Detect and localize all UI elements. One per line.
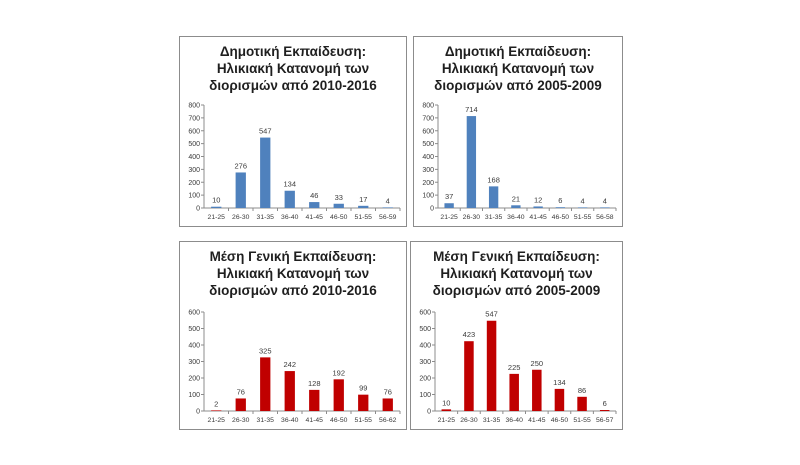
y-tick-label: 300	[419, 359, 431, 366]
chart-title-line-2: Ηλικιακή Κατανομή των	[216, 61, 370, 76]
bar	[260, 357, 270, 411]
x-tick-label: 31-35	[482, 417, 501, 424]
chart-title	[411, 248, 622, 299]
y-tick-label: 300	[422, 166, 434, 174]
x-tick-label: 21-25	[207, 214, 225, 221]
y-tick-label: 600	[422, 128, 434, 136]
data-label: 6	[558, 196, 563, 206]
y-tick-label: 500	[188, 141, 200, 149]
x-tick-label: 41-45	[305, 417, 323, 424]
data-label: 134	[553, 377, 566, 387]
chart-title-line-2: Ηλικιακή Κατανομή των	[216, 266, 370, 281]
bar	[358, 395, 368, 411]
bar	[444, 203, 453, 208]
bar	[555, 389, 565, 411]
data-label: 250	[530, 358, 544, 368]
chart-title-line-1: Δημοτική Εκπαίδευση:	[219, 44, 367, 59]
x-tick-label: 56-59	[379, 214, 397, 221]
x-tick-label: 46-50	[330, 417, 348, 424]
data-label: 10	[212, 195, 221, 205]
x-tick-label: 36-40	[505, 417, 523, 424]
x-tick-label: 56-57	[595, 417, 614, 424]
bar	[211, 410, 221, 411]
x-tick-label: 36-40	[281, 417, 299, 424]
data-label: 17	[359, 194, 368, 204]
bar	[309, 390, 319, 411]
chart-title	[180, 43, 406, 94]
bar	[358, 206, 368, 208]
chart-panel-secondary-2005-2009	[410, 241, 623, 430]
y-tick-label: 500	[422, 141, 434, 149]
y-tick-label: 200	[422, 179, 434, 187]
bar	[533, 206, 542, 208]
data-label: 37	[444, 192, 454, 202]
y-tick-label: 700	[422, 115, 434, 123]
data-label: 76	[236, 387, 245, 397]
bar	[556, 207, 565, 208]
x-tick-label: 46-50	[330, 214, 348, 221]
bar	[489, 186, 498, 208]
y-tick-label: 100	[188, 192, 200, 200]
y-tick-label: 600	[188, 309, 200, 317]
bar	[285, 191, 295, 208]
bar	[600, 410, 610, 411]
bar	[600, 207, 609, 208]
y-tick-label: 400	[188, 342, 200, 350]
data-label: 10	[442, 398, 451, 408]
chart-panel-primary-2005-2009	[413, 36, 623, 227]
chart-title-line-1: Δημοτική Εκπαίδευση:	[444, 44, 592, 59]
data-label: 547	[258, 126, 272, 136]
y-tick-label: 200	[188, 375, 200, 383]
data-label: 46	[310, 191, 319, 201]
data-label: 168	[487, 175, 500, 185]
data-label: 134	[283, 179, 297, 189]
bar	[487, 321, 497, 411]
y-tick-label: 400	[188, 154, 200, 161]
data-label: 21	[511, 194, 521, 204]
bar	[442, 409, 452, 411]
bar	[578, 207, 587, 208]
x-tick-label: 21-25	[437, 417, 456, 424]
data-label: 4	[385, 196, 390, 206]
chart-title-line-3: διορισμών από 2010-2016	[209, 283, 377, 298]
y-tick-label: 0	[196, 408, 200, 416]
y-tick-label: 400	[422, 154, 434, 161]
y-tick-label: 400	[419, 342, 431, 350]
bar-chart	[414, 99, 622, 226]
x-tick-label: 26-30	[462, 214, 481, 221]
chart-panel-primary-2010-2016	[179, 36, 407, 227]
x-tick-label: 51-55	[354, 214, 372, 221]
x-tick-label: 31-35	[484, 214, 503, 221]
y-tick-label: 800	[188, 102, 200, 110]
data-label: 33	[334, 192, 343, 202]
x-tick-label: 41-45	[528, 417, 546, 424]
y-tick-label: 600	[419, 309, 431, 317]
chart-title-line-2: Ηλικιακή Κατανομή των	[440, 266, 593, 281]
y-tick-label: 0	[427, 408, 431, 416]
chart-title	[180, 248, 406, 299]
x-tick-label: 51-55	[573, 417, 591, 424]
x-tick-label: 36-40	[281, 214, 299, 221]
y-tick-label: 800	[422, 102, 434, 110]
bar	[464, 341, 474, 411]
x-tick-label: 36-40	[507, 214, 525, 221]
chart-title-line-3: διορισμών από 2010-2016	[209, 78, 377, 93]
chart-title-line-3: διορισμών από 2005-2009	[432, 283, 601, 298]
chart-title-line-1: Μέση Γενική Εκπαίδευση:	[209, 249, 377, 264]
x-tick-label: 46-50	[550, 417, 569, 424]
y-tick-label: 0	[196, 205, 200, 213]
data-label: 99	[359, 383, 368, 393]
y-tick-label: 200	[419, 375, 431, 383]
y-tick-label: 500	[188, 326, 200, 333]
data-label: 423	[462, 330, 476, 340]
bar	[309, 202, 319, 208]
y-tick-label: 500	[419, 326, 431, 333]
x-tick-label: 21-25	[207, 417, 225, 424]
data-label: 76	[383, 387, 392, 397]
data-label: 714	[465, 105, 478, 115]
data-label: 2	[214, 399, 219, 409]
bar	[383, 207, 393, 208]
data-label: 6	[602, 399, 607, 409]
y-tick-label: 100	[188, 392, 200, 399]
data-label: 547	[485, 309, 498, 319]
x-tick-label: 26-30	[232, 417, 250, 424]
x-tick-label: 31-35	[256, 417, 274, 424]
y-tick-label: 100	[422, 192, 434, 200]
chart-title-line-3: διορισμών από 2005-2009	[434, 78, 602, 93]
chart-title-line-2: Ηλικιακή Κατανομή των	[441, 61, 595, 76]
x-tick-label: 51-55	[354, 417, 372, 424]
data-label: 192	[332, 368, 346, 378]
data-label: 242	[283, 360, 297, 370]
bar	[260, 138, 270, 208]
y-tick-label: 300	[188, 166, 200, 174]
x-tick-label: 51-55	[573, 214, 592, 221]
y-tick-label: 300	[188, 359, 200, 366]
y-tick-label: 600	[188, 128, 200, 136]
bar	[511, 205, 520, 208]
bar	[334, 204, 344, 208]
bar	[211, 207, 221, 208]
data-label: 276	[234, 161, 248, 171]
x-tick-label: 56-58	[596, 214, 614, 221]
bar-chart	[180, 99, 406, 226]
chart-panel-secondary-2010-2016	[179, 241, 407, 430]
data-label: 128	[307, 378, 321, 388]
x-tick-label: 31-35	[256, 214, 274, 221]
y-tick-label: 200	[188, 179, 200, 187]
bar	[532, 370, 542, 411]
x-tick-label: 56-62	[379, 417, 397, 424]
bar	[509, 374, 519, 411]
bar	[383, 398, 393, 411]
bar	[236, 398, 246, 411]
y-tick-label: 100	[419, 392, 431, 399]
data-label: 86	[577, 385, 587, 395]
data-label: 4	[602, 196, 607, 206]
x-tick-label: 21-25	[440, 214, 458, 221]
data-label: 325	[258, 346, 272, 356]
x-tick-label: 26-30	[232, 214, 250, 221]
x-tick-label: 26-30	[460, 417, 478, 424]
data-label: 12	[533, 195, 543, 205]
bar-chart	[411, 306, 622, 429]
bar	[334, 379, 344, 411]
data-label: 4	[580, 196, 585, 206]
y-tick-label: 0	[430, 205, 434, 213]
bar-chart	[180, 306, 406, 429]
bar	[577, 397, 587, 411]
y-tick-label: 700	[188, 115, 200, 123]
bar	[285, 371, 295, 411]
x-tick-label: 46-50	[551, 214, 570, 221]
bar	[467, 116, 476, 208]
chart-title-line-1: Μέση Γενική Εκπαίδευση:	[433, 249, 600, 264]
x-tick-label: 41-45	[305, 214, 323, 221]
chart-title	[414, 43, 622, 94]
bar	[236, 172, 246, 208]
x-tick-label: 41-45	[529, 214, 547, 221]
data-label: 225	[507, 362, 521, 372]
